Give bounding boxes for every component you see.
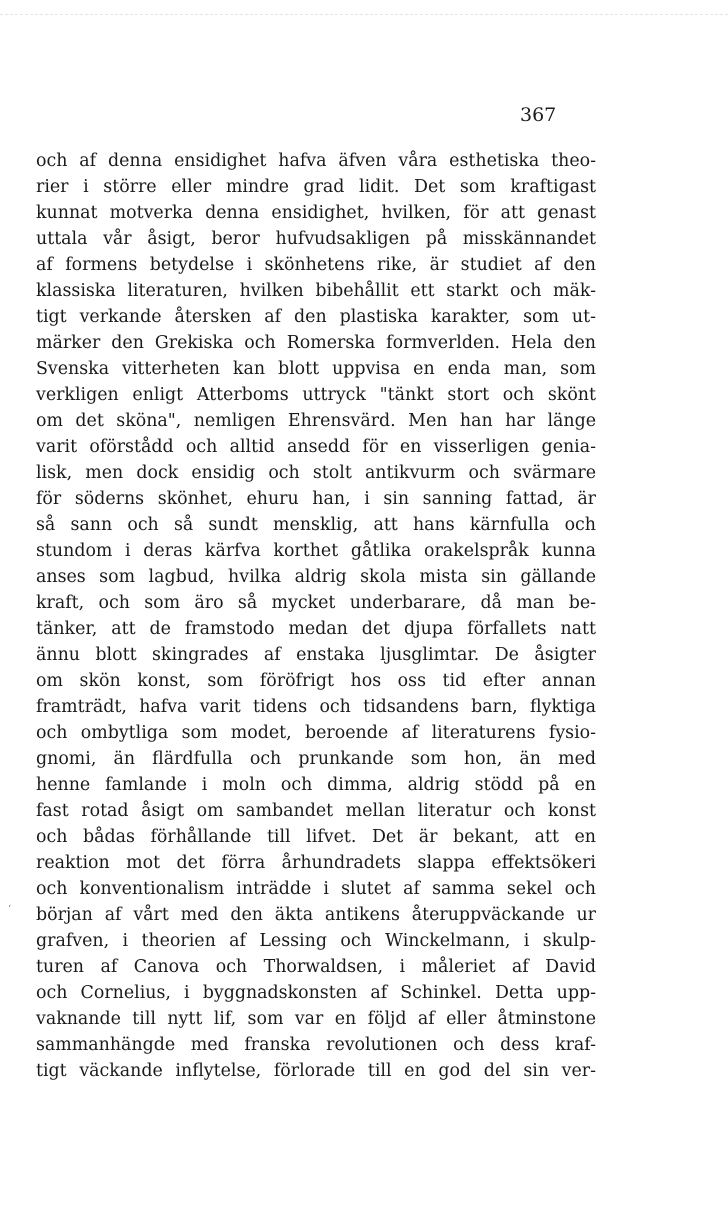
text-line: märker den Grekiska och Romerska formverlden. Hela den xyxy=(36,333,596,353)
text-line: och Cornelius, i byggnadskonsten af Schinkel. Detta upp- xyxy=(36,983,596,1003)
text-line: klassiska literaturen, hvilken bibehållit ett starkt och mäk- xyxy=(36,281,596,301)
text-line: grafven, i theorien af Lessing och Winckelmann, i skulp- xyxy=(36,931,596,951)
text-line: och bådas förhållande till lifvet. Det är bekant, att en xyxy=(36,827,596,847)
text-line: ännu blott skingrades af enstaka ljusglimtar. De åsigter xyxy=(36,645,596,665)
page-number: 367 xyxy=(520,104,557,126)
text-line: anses som lagbud, hvilka aldrig skola mista sin gällande xyxy=(36,567,596,587)
text-line: och af denna ensidighet hafva äfven våra esthetiska theo- xyxy=(36,151,596,171)
text-line: uttala vår åsigt, beror hufvudsakligen på misskännandet xyxy=(36,229,596,249)
text-line: kunnat motverka denna ensidighet, hvilken, för att genast xyxy=(36,203,596,223)
text-line: början af vårt med den äkta antikens återuppväckande ur xyxy=(36,905,596,925)
text-line: lisk, men dock ensidig och stolt antikvurm och svärmare xyxy=(36,463,596,483)
text-line: och konventionalism inträdde i slutet af samma sekel och xyxy=(36,879,596,899)
text-line: vaknande till nytt lif, som var en följd af eller åtminstone xyxy=(36,1009,596,1029)
text-line: framträdt, hafva varit tidens och tidsandens barn, flyktiga xyxy=(36,697,596,717)
text-line: sammanhängde med franska revolutionen och dess kraf- xyxy=(36,1035,596,1055)
text-line: tigt väckande inflytelse, förlorade till en god del sin ver- xyxy=(36,1061,596,1081)
text-line: kraft, och som äro så mycket underbarare, då man be- xyxy=(36,593,596,613)
text-line: verkligen enligt Atterboms uttryck "tänkt stort och skönt xyxy=(36,385,596,405)
text-line: af formens betydelse i skönhetens rike, är studiet af den xyxy=(36,255,596,275)
margin-mark: ‘ xyxy=(8,904,12,915)
body-text xyxy=(36,148,596,1084)
text-line: fast rotad åsigt om sambandet mellan literatur och konst xyxy=(36,801,596,821)
text-line: och ombytliga som modet, beroende af literaturens fysio- xyxy=(36,723,596,743)
text-line: tigt verkande återsken af den plastiska karakter, som ut- xyxy=(36,307,596,327)
text-line: om det sköna", nemligen Ehrensvärd. Men han har länge xyxy=(36,411,596,431)
scan-edge-mark xyxy=(0,14,728,23)
text-line: henne famlande i moln och dimma, aldrig stödd på en xyxy=(36,775,596,795)
text-line: rier i större eller mindre grad lidit. Det som kraftigast xyxy=(36,177,596,197)
text-line: för söderns skönhet, ehuru han, i sin sanning fattad, är xyxy=(36,489,596,509)
text-line: om skön konst, som föröfrigt hos oss tid efter annan xyxy=(36,671,596,691)
text-line: Svenska vitterheten kan blott uppvisa en enda man, som xyxy=(36,359,596,379)
text-line: gnomi, än flärdfulla och prunkande som hon, än med xyxy=(36,749,596,769)
text-line: reaktion mot det förra århundradets slappa effektsökeri xyxy=(36,853,596,873)
text-line: turen af Canova och Thorwaldsen, i måleriet af David xyxy=(36,957,596,977)
text-line: så sann och så sundt mensklig, att hans kärnfulla och xyxy=(36,515,596,535)
text-line: stundom i deras kärfva korthet gåtlika orakelspråk kunna xyxy=(36,541,596,561)
text-line: varit oförstådd och alltid ansedd för en visserligen genia- xyxy=(36,437,596,457)
text-line: tänker, att de framstodo medan det djupa förfallets natt xyxy=(36,619,596,639)
